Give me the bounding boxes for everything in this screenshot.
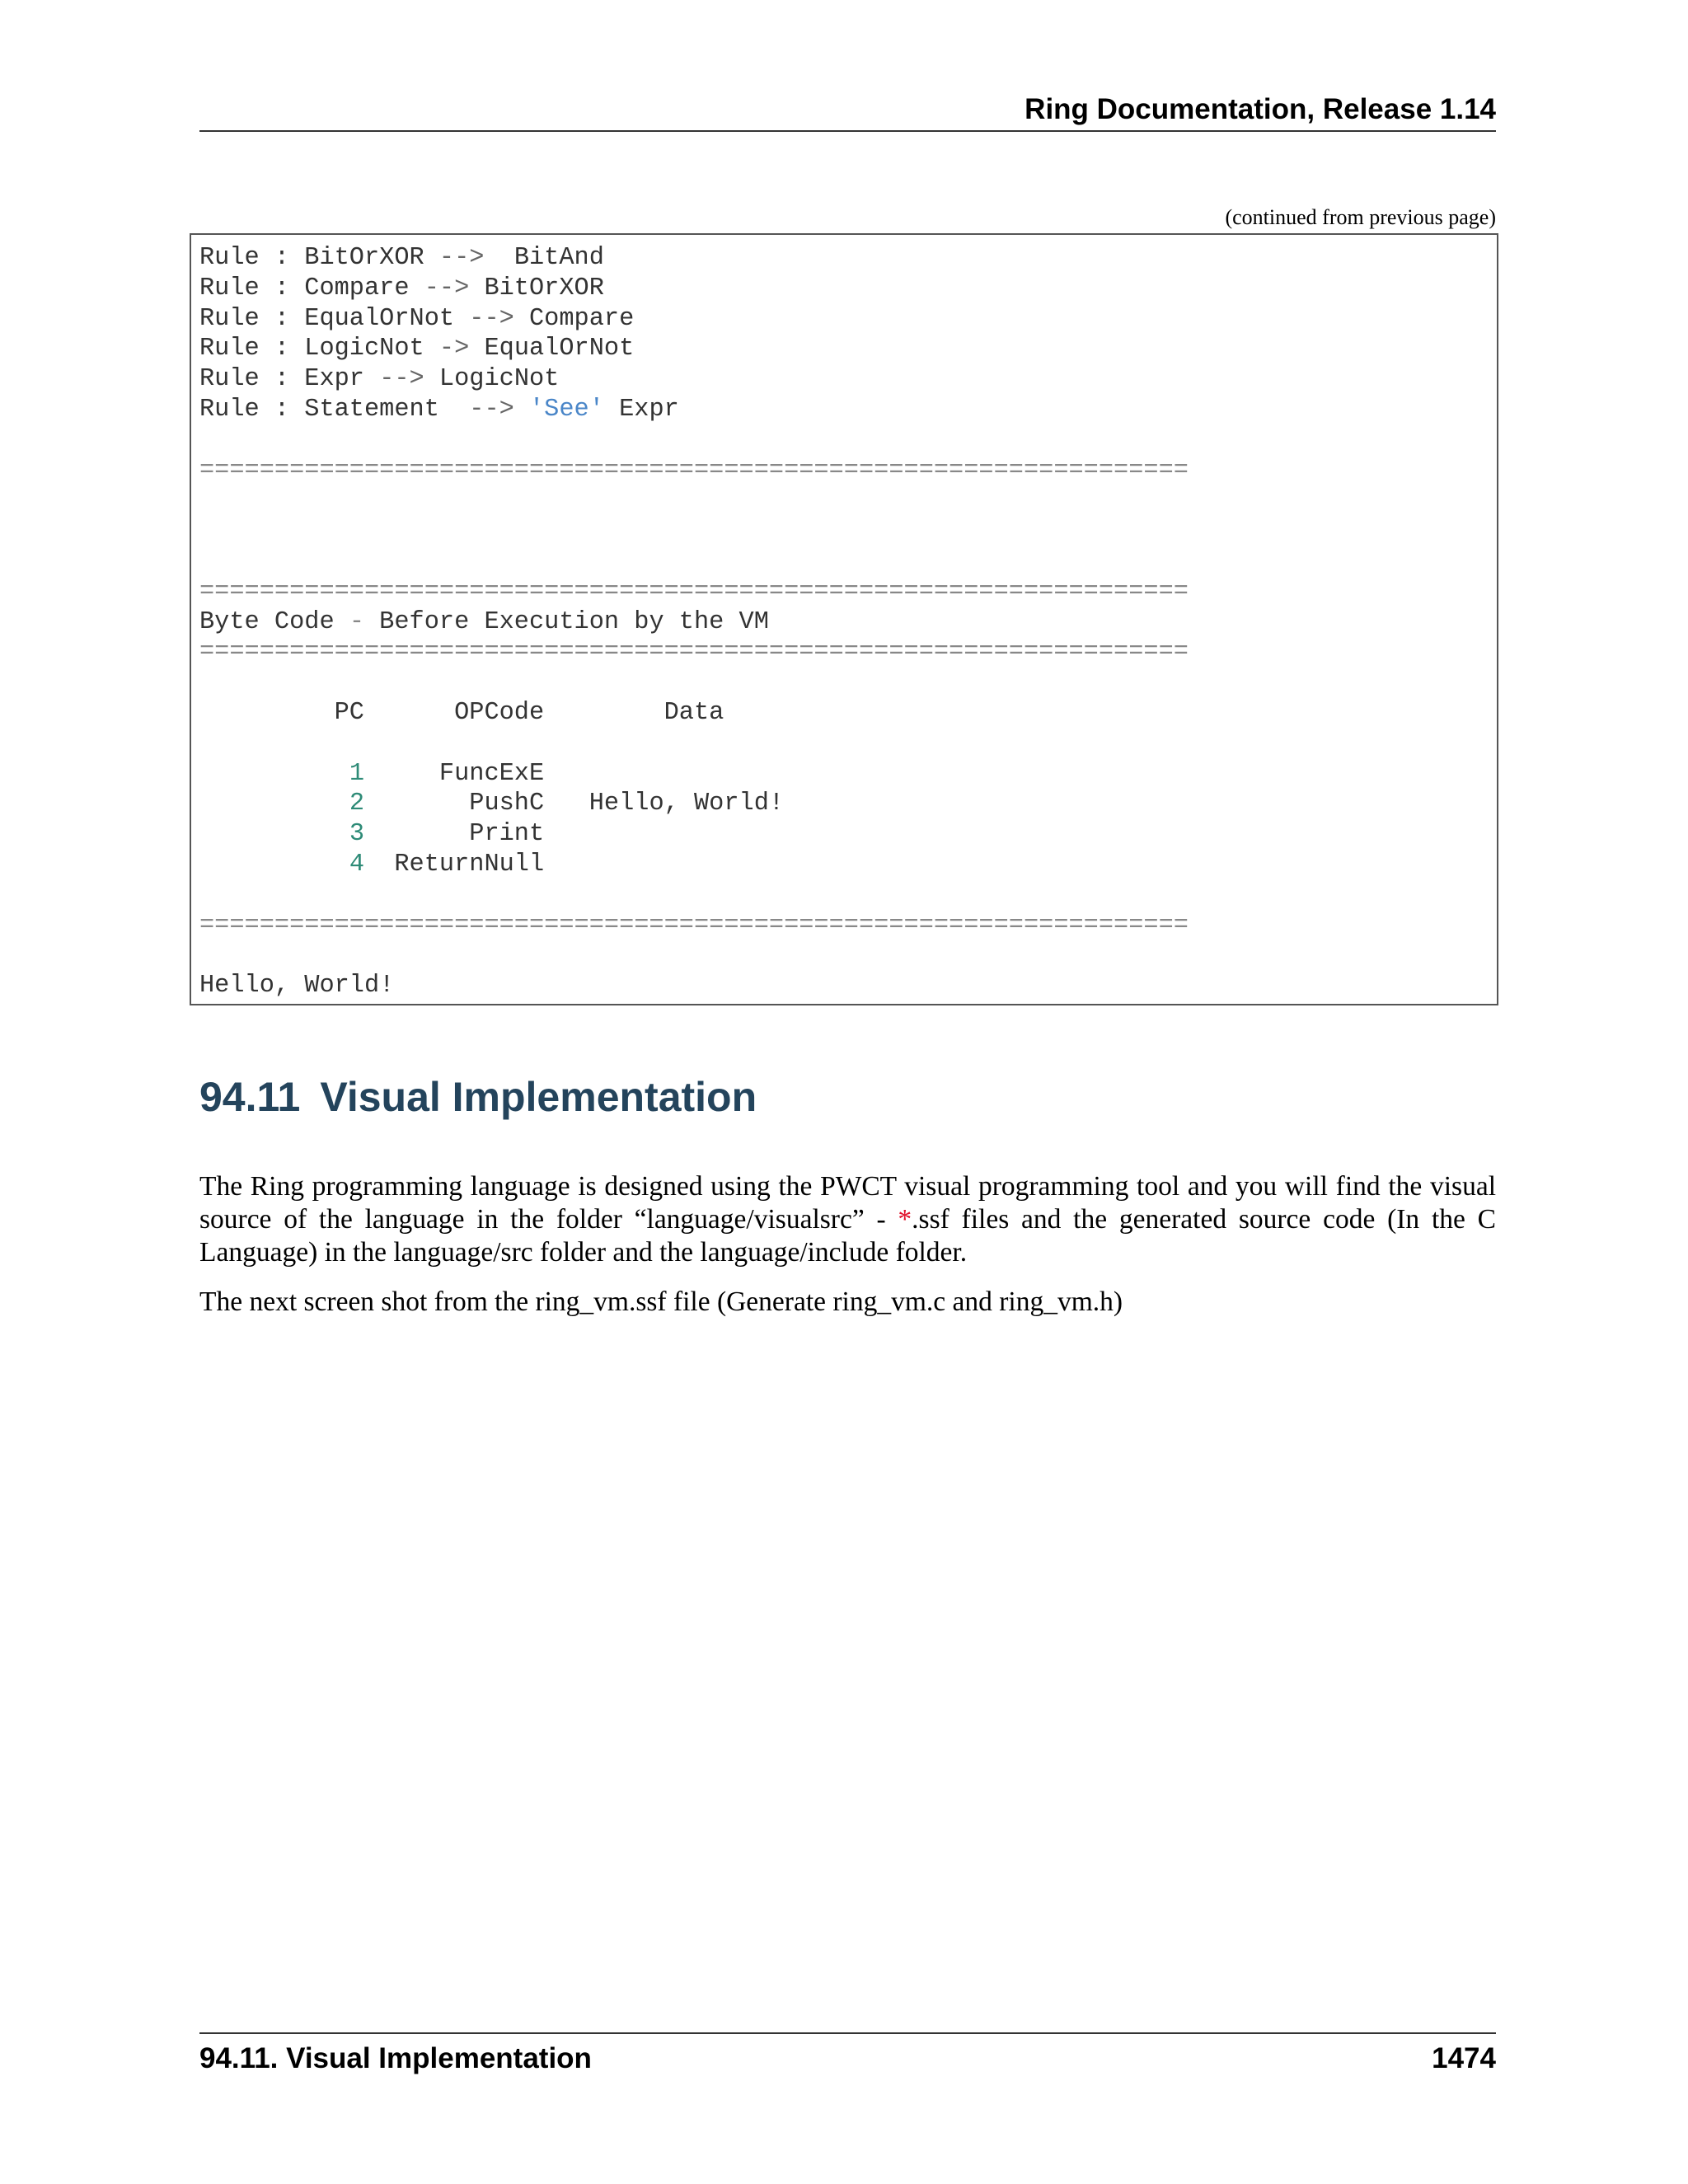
code-blank-line <box>199 425 1189 456</box>
section-heading <box>199 1071 757 1122</box>
code-separator: ================================================================== <box>199 577 1189 606</box>
section-number: 94.11 <box>199 1074 301 1120</box>
bytecode-row <box>199 850 1189 880</box>
code-arrow: --> <box>438 244 485 272</box>
bytecode-data: Hello, World! <box>544 790 785 818</box>
continued-note: (continued from previous page) <box>1225 205 1496 229</box>
code-line-rule: Rule : BitOrXOR --> BitAnd <box>199 244 604 272</box>
code-arrow: --> <box>469 395 514 424</box>
code-arrow: -> <box>438 335 470 363</box>
code-blank-line <box>199 729 1189 759</box>
bytecode-opcode: PushC <box>364 790 545 818</box>
code-blank-line <box>199 546 1189 577</box>
code-blank-line <box>199 516 1189 546</box>
wildcard-asterisk: * <box>898 1204 912 1235</box>
code-separator: ================================================================== <box>199 911 1189 940</box>
footer-section-label: 94.11. Visual Implementation <box>199 2042 592 2074</box>
code-line-rule: Rule : EqualOrNot --> Compare <box>199 304 635 333</box>
code-block <box>190 233 1498 1005</box>
program-output: Hello, World! <box>199 972 395 1001</box>
code-line-rule: Rule : Expr --> LogicNot <box>199 365 560 394</box>
code-blank-line <box>199 880 1189 911</box>
body-paragraph: The next screen shot from the ring_vm.ssf file (Generate ring_vm.c and ring_vm.h) <box>199 1286 1123 1317</box>
code-line-rule: Rule : Compare --> BitOrXOR <box>199 274 604 302</box>
code-text <box>199 243 1189 1001</box>
section-title: Visual Implementation <box>320 1074 757 1120</box>
bytecode-row <box>199 759 1189 790</box>
code-line-rule: Rule : LogicNot -> EqualOrNot <box>199 335 635 363</box>
bytecode-title: Byte Code - Before Execution by the VM <box>199 607 769 636</box>
code-line-statement-rule: Rule : Statement --> 'See' Expr <box>199 395 679 424</box>
code-separator: ================================================================== <box>199 638 1189 667</box>
code-string: 'See' <box>529 395 604 424</box>
code-arrow: --> <box>379 365 424 394</box>
code-blank-line <box>199 668 1189 698</box>
code-blank-line <box>199 940 1189 971</box>
code-arrow: --> <box>469 304 514 333</box>
code-blank-line <box>199 485 1189 516</box>
bytecode-opcode: Print <box>364 820 545 849</box>
body-paragraph: The Ring programming language is designed using the PWCT visual programming tool and you will find the visual source of the language in the folder “language/visualsrc” - *.ssf files and the generated source code (In the C Language) in the language/src folder and the language/include folder. <box>199 1171 1496 1268</box>
bytecode-opcode: ReturnNull <box>364 850 545 879</box>
bytecode-pc: 4 <box>349 850 364 879</box>
bytecode-pc: 1 <box>349 759 364 788</box>
document-title: Ring Documentation, Release 1.14 <box>1025 93 1496 125</box>
bytecode-row <box>199 819 1189 850</box>
bytecode-table-header: PC OPCode Data <box>199 698 724 727</box>
code-separator: ================================================================== <box>199 456 1189 485</box>
bytecode-pc: 3 <box>349 820 364 849</box>
bytecode-row <box>199 789 1189 819</box>
header-divider <box>199 130 1496 132</box>
bytecode-pc: 2 <box>349 790 364 818</box>
page-number: 1474 <box>1432 2042 1496 2074</box>
footer-divider <box>199 2032 1496 2034</box>
bytecode-opcode: FuncExE <box>364 759 545 788</box>
code-arrow: --> <box>424 274 470 302</box>
